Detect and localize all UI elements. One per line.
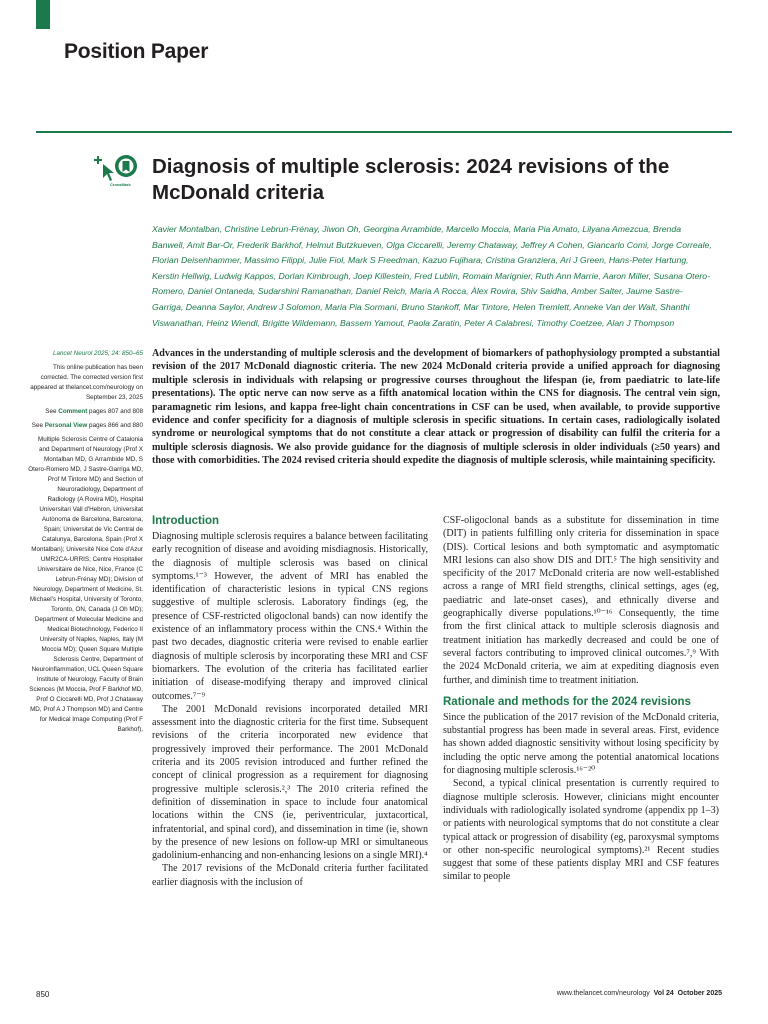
introduction-heading: Introduction bbox=[152, 515, 220, 527]
correction-note: This online publication has been corrected. The corrected version first appeared at thelancet.com/neurology on September 23, 2025 bbox=[30, 364, 143, 401]
author-affiliations: Multiple Sclerosis Centre of Catalonia and Department of Neurology (Prof X Montalban MD, G Arrambide MD, S Otero-Romero MD, J Sastre-Garriga MD, Prof M Tintore MD) and Section of Neuroradiology, Department of Radiology (A Rovira MD), Hospital Universitari Vall d'Hebron, Universitat Autònoma de Barcelona, Barcelona, Spain; Universitat de Vic Central de Catalunya, Barcelona, Spain (Prof X Montalban); Université Nice Cote d'Azur UMR2CA-URRIS; Centre Hospitalier Universitaire de Nice, Nice, France (C Lebrun-Frénay MD); Division of Neurology, Department of Medicine, St. Michael's Hospital, University of Toronto, Toronto, ON, Canada (J Oh MD); Department of Molecular Medicine and Medical Biotechnology, Federico II University of Naples, Naples, Italy (M Moccia MD); Queen Square Multiple Sclerosis Centre, Department of Neuroinflammation, UCL Queen Square Institute of Neurology, Faculty of Brain Sciences (M Moccia, Prof F Barkhof MD, Prof O Ciccarelli MD, Prof J Chataway MD, Prof A J Thompson MD) and Centre for Medical Image Computing (Prof F Barkhof), bbox=[28, 436, 143, 733]
crossmark-label: CrossMark bbox=[110, 182, 131, 187]
article-title: Diagnosis of multiple sclerosis: 2024 revisions of the McDonald criteria bbox=[152, 155, 670, 204]
crossmark-cursor-icon bbox=[94, 156, 114, 181]
journal-url[interactable]: www.thelancet.com/neurology bbox=[556, 990, 650, 997]
header-rule bbox=[36, 131, 732, 133]
see-comment-pages: pages 807 and 808 bbox=[87, 408, 143, 415]
rationale-paragraph-2: Second, a typical clinical presentation is currently required to diagnose multiple sclerosis. However, clinicians might encounter individuals with radiologically isolated syndrome (appendix pp 1–3) or patients with neurological symptoms that do not constitute a clear typical attack or progression of disability (eg, paroxysmal symptoms or other non-specific neurological symptoms).²¹ Recent studies suggest that some of these patients display MRI and CSF features similar to people bbox=[443, 778, 719, 883]
journal-volume: Vol 24 bbox=[653, 990, 674, 997]
see-comment-prefix: See bbox=[45, 408, 59, 415]
rationale-paragraph-1: Since the publication of the 2017 revision of the McDonald criteria, substantial progress has been made in several areas. First, evidence has shown added diagnostic sensitivity without losing specificity by including the optic nerve among the potential anatomical locations for diagnosing multiple sclerosis.¹⁶⁻²⁰ bbox=[443, 711, 719, 777]
body-column-left bbox=[152, 514, 428, 889]
introduction-paragraph-1: Diagnosing multiple sclerosis requires a balance between facilitating early recognition of disease and avoiding misdiagnosis. Historically, the diagnosis of multiple sclerosis was based on clinical symptoms.¹⁻³ However, the advent of MRI has enabled the identification of characteristic lesions in typical CNS regions suggestive of multiple sclerosis. Laboratory findings (eg, the presence of CSF-restricted oligoclonal bands) can now identify the existence of an inflammatory process within the CNS.⁴ Within the past two decades, diagnostic criteria were revised to enable earlier diagnosis of multiple sclerosis by incorporating these MRI and CSF biomarkers. The evolution of the criteria has facilitated earlier initiation of disease-modifying therapy and improved clinical outcomes.⁷⁻⁹ bbox=[152, 531, 428, 702]
author-list: Xavier Montalban, Christine Lebrun-Frénay, Jiwon Oh, Georgina Arrambide, Marcello Moccia, Maria Pia Amato, Lilyana Amezcua, Brenda Banwell, Amit Bar-Or, Frederik Barkhof, Helmut Butzkueven, Olga Ciccarelli, Jeremy Chataway, Jeffrey A Cohen, Giancarlo Comi, Jorge Correale, Florian Deisenhammer, Massimo Filippi, Julie Fiol, Mark S Freedman, Kazuo Fujihara, Cristina Granziera, Ari J Green, Hans-Peter Hartung, Kerstin Hellwig, Ludwig Kappos, Dorlan Kimbrough, Joep Killestein, Fred Lublin, Romain Marignier, Ruth Ann Marrie, Aaron Miller, Susana Otero-Romero, Daniel Ontaneda, Sudarshini Ramanathan, Daniel Reich, Maria A Rocca, Àlex Rovira, Shiv Saidha, Amber Salter, Jaume Sastre-Garriga, Deanna Saylor, Andrew J Solomon, Maria Pia Sormani, Bruno Stankoff, Mar Tintore, Helen Tremlett, Anneke Van der Walt, Shanthi Viswanathan, Heinz Wiendl, Brigitte Wildemann, Bassem Yamout, Paola Zaratin, Peter A Calabresi, Timothy Coetzee, Alan J Thompson bbox=[152, 224, 712, 328]
see-personal-view bbox=[28, 421, 143, 431]
introduction-paragraph-3-continued: CSF-oligoclonal bands as a substitute for dissemination in time (DIT) in patients fulfilling only criteria for dissemination in space (DIS). Cortical lesions and both symptomatic and asymptomatic MRI lesions can also show DIS and DIT.⁵ The high sensitivity and specificity of the 2017 McDonald criteria are now well-established across a range of MRI field strengths, clinical settings, ages (eg, paediatric and late-onset cases), and ethnically diverse and geographically diverse populations.¹⁰⁻¹⁶ Consequently, the time from the first clinical attack to multiple sclerosis diagnosis and treatment initiation has markedly decreased and could be one of several factors contributing to improved clinical outcomes.⁷,⁹ With the 2024 McDonald criteria, we aim at expediting diagnosis even further, and diminish time to treatment initiation. bbox=[443, 515, 719, 686]
body-column-right bbox=[443, 514, 719, 884]
abstract: Advances in the understanding of multiple sclerosis and the development of biomarkers of pathophysiology prompted a substantial revision of the 2017 McDonald diagnostic criteria. The new 2024 McDonald criteria provide a unified approach for diagnosing multiple sclerosis in individuals with relapsing or progressive courses throughout the lifespan (ie, from paediatric to late-life presentations). The optic nerve can now serve as a fifth anatomical location within the CNS for diagnosis. The central vein sign, paramagnetic rim lesions, and kappa free-light chain concentrations in CSF can be used, when available, to provide supportive evidence and confer specificity for a diagnosis of multiple sclerosis in specific situations. In certain cases, radiologically isolated syndrome or neurological symptoms that do not constitute a clear attack or progression of disability can fulfil the criteria for a multiple sclerosis diagnosis. We also provide guidance for the diagnosis of multiple sclerosis in older individuals (≥50 years) and those with comorbidities. The 2024 revised criteria should expedite the diagnosis of multiple sclerosis, while maintaining specificity. bbox=[152, 348, 720, 467]
sidebar bbox=[28, 349, 143, 735]
rationale-heading: Rationale and methods for the 2024 revisions bbox=[443, 695, 691, 708]
header-accent-bar bbox=[36, 0, 50, 29]
see-comment bbox=[28, 407, 143, 417]
crossmark-bookmark-icon bbox=[115, 155, 137, 177]
section-label: Position Paper bbox=[64, 40, 209, 63]
footer-journal-info bbox=[557, 990, 722, 997]
journal-citation: Lancet Neurol 2025; 24: 850–65 bbox=[53, 350, 143, 357]
see-personal-view-pages: pages 866 and 880 bbox=[87, 422, 143, 429]
page-number: 850 bbox=[36, 990, 50, 999]
personal-view-link[interactable]: Personal View bbox=[44, 422, 88, 429]
introduction-paragraph-2: The 2001 McDonald revisions incorporated detailed MRI assessment into the diagnostic criteria for the first time. Subsequent revisions of the criteria incorporated new evidence that progressively improved their performance. The 2001 McDonald criteria and its 2005 revision introduced and further refined the concept of clinical progression as a requirement for diagnosing progressive multiple sclerosis.²,³ The 2010 criteria refined the definition of dissemination in space to include four anatomical locations within the CNS (ie, periventricular, juxtacortical, infratentorial, and spinal cord), and dissemination in time (ie, shown by the presence of new lesions on follow-up MRI or simultaneous gadolinium-enhancing and non-enhancing lesions on a single MRI).⁴ bbox=[152, 703, 428, 862]
introduction-paragraph-3: The 2017 revisions of the McDonald criteria further facilitated earlier diagnosis with the inclusion of bbox=[152, 863, 428, 888]
issue-date: October 2025 bbox=[677, 990, 722, 997]
comment-link[interactable]: Comment bbox=[58, 408, 88, 415]
see-personal-view-prefix: See bbox=[31, 422, 45, 429]
